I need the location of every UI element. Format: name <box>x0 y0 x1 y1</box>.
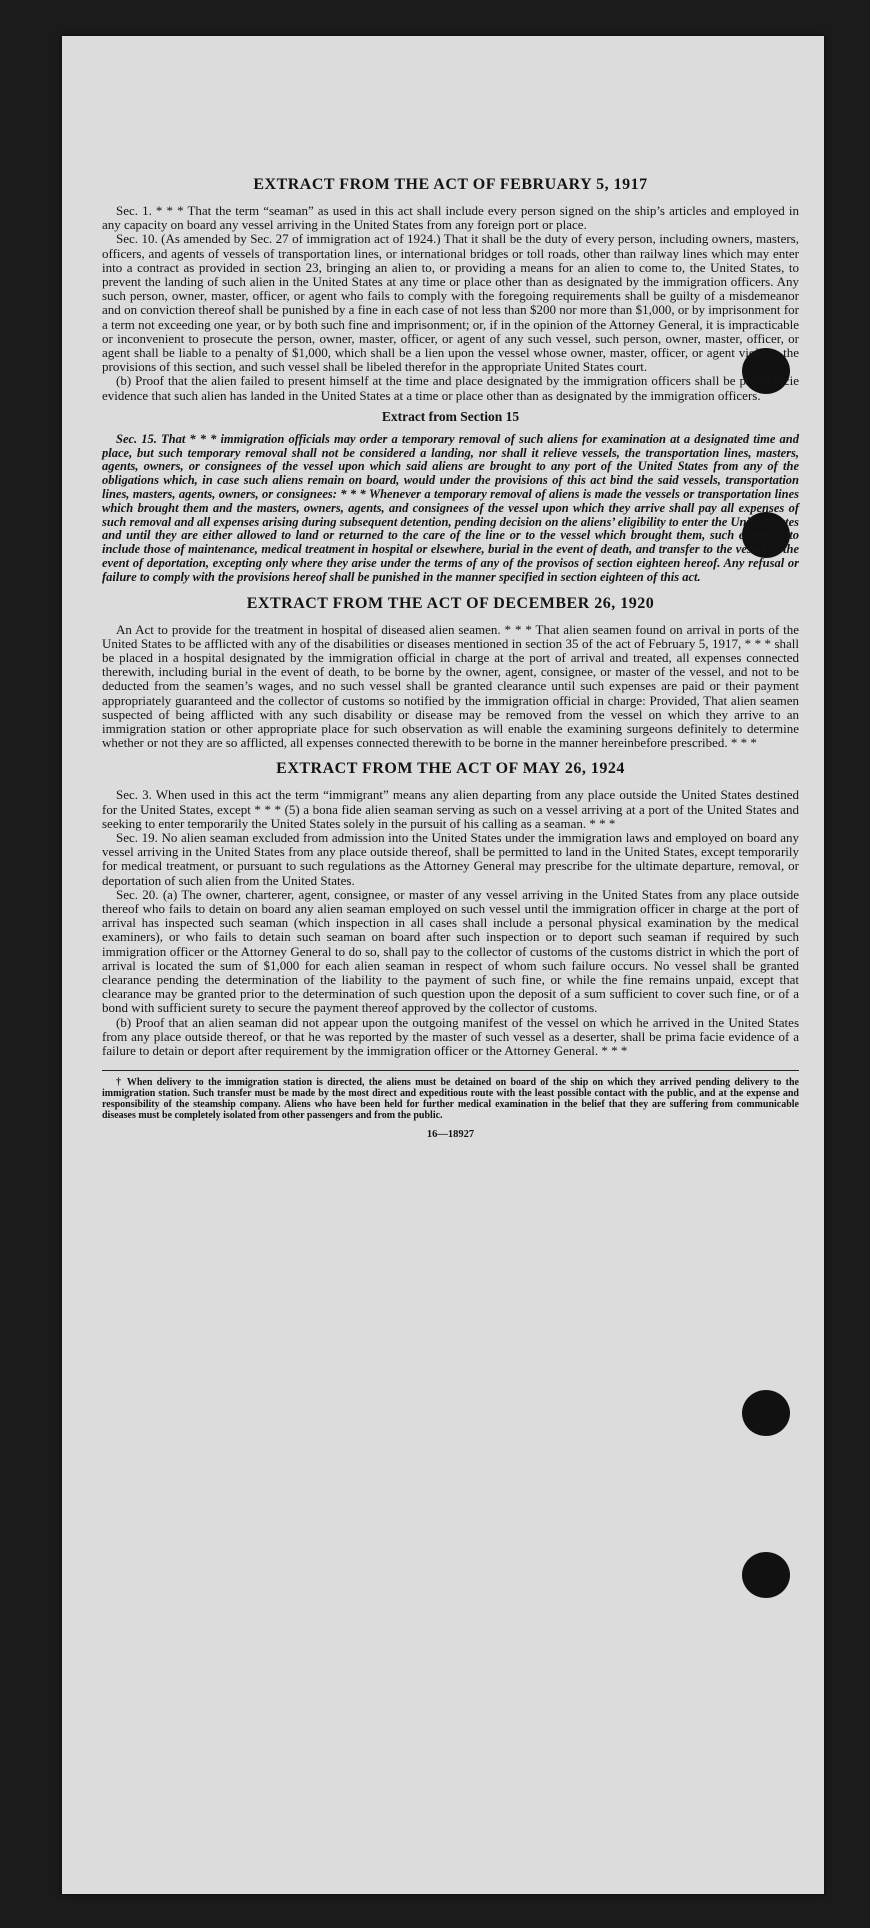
paragraph-sec-3: Sec. 3. When used in this act the term “immigrant” means any alien departing from any place outside the United States destined for the United States, except * * * (5) a bona fide alien seaman serving as such on a vessel arriving at a port of the United States and seeking to enter temporarily the United States solely in the pursuit of his calling as a seaman. * * * <box>102 787 799 831</box>
document-body <box>102 176 799 1140</box>
paragraph-sec-10b: (b) Proof that the alien failed to present himself at the time and place designated by the immigration officers shall be prima facie evidence that such alien has landed in the United States at a time or place other than as designated by the immigration officers. <box>102 373 799 403</box>
paragraph-sec-19: Sec. 19. No alien seaman excluded from admission into the United States under the immigration laws and employed on board any vessel arriving in the United States from any place outside thereof, shall be permitted to land in the United States, except temporarily for medical treatment, or pursuant to such regulations as the Attorney General may prescribe for the ultimate departure, removal, or deportation of such alien from the United States. <box>102 830 799 888</box>
print-code: 16—18927 <box>426 1129 475 1141</box>
paragraph-act-1920: An Act to provide for the treatment in hospital of diseased alien seamen. * * * That alien seamen found on arrival in ports of the United States to be afflicted with any of the disabilities or diseases mentioned in section 35 of the act of February 5, 1917, * * * shall be placed in a hospital designated by the immigration official in charge at the port of arrival and treated, all expenses connected therewith, including burial in the event of death, to be borne by the owner, agent, consignee, or master of the vessel, and not to be deducted from the seamen’s wages, and no such vessel shall be granted clearance until such expenses are paid or their payment appropriately guaranteed and the collector of customs so notified by the immigration official in charge: Provided, That alien seamen suspected of being afflicted with any such disability or disease may be removed from the vessel on which they arrive to an immigration station or other appropriate place for such observation as will enable the examining surgeons definitely to determine whether or not they are so afflicted, all expenses connected therewith to be borne in the manner hereinbefore prescribed. * * * <box>102 621 799 751</box>
heading-act-1924: EXTRACT FROM THE ACT OF MAY 26, 1924 <box>276 760 625 778</box>
punch-hole <box>742 1552 790 1598</box>
paragraph-sec-1: Sec. 1. * * * That the term “seaman” as used in this act shall include every person signed on the ship’s articles and employed in any capacity on board any vessel arriving in the United States from any foreign port or place. <box>102 203 799 233</box>
paragraph-sec-20: Sec. 20. (a) The owner, charterer, agent, consignee, or master of any vessel arriving in the United States from any place outside thereof who fails to detain on board any alien seaman employed on such vessel until the immigration officer in charge at the port of arrival has inspected such seaman (which inspection in all cases shall include a personal physical examination by the medical examiners), or who fails to detain such seaman on board after such inspection or to deport such seaman if required by such immigration officer or the Attorney General to do so, shall pay to the collector of customs of the customs district in which the port of arrival is located the sum of $1,000 for each alien seaman in respect of whom such failure occurs. No vessel shall be granted clearance pending the determination of the liability to the payment of such fine, or while the fine remains unpaid, except that clearance may be granted prior to the determination of such question upon the deposit of a sum sufficient to cover such fine, or of a bond with sufficient surety to secure the payment thereof approved by the collector of customs. <box>102 886 799 1016</box>
heading-section-15: Extract from Section 15 <box>381 408 520 424</box>
paragraph-sec-20b: (b) Proof that an alien seaman did not appear upon the outgoing manifest of the vessel on which he arrived in the United States from any place outside thereof, or that he was reported by the master of such vessel as a deserter, shall be prima facie evidence of a failure to detain or deport after requirement by the immigration officer or the Attorney General. * * * <box>102 1014 799 1059</box>
footnote-divider <box>102 1070 799 1071</box>
footnote: † When delivery to the immigration station is directed, the aliens must be detained on board of the ship on which they arrived pending delivery to the immigration station. Such transfer must be made by the most direct and expeditious route with the least possible contact with the public, and at the expense and responsibility of the steamship company. Aliens who have been held for further medical examination in the belief that they are suffering from communicable diseases must be completely isolated from other passengers and from the public. <box>102 1077 799 1122</box>
paragraph-sec-10: Sec. 10. (As amended by Sec. 27 of immigration act of 1924.) That it shall be the duty of every person, including owners, masters, officers, and agents of vessels of transportation lines, or international bridges or toll roads, other than railway lines which may enter into a contract as provided in section 23, bringing an alien to, or providing a means for an alien to come to, the United States, to prevent the landing of such alien in the United States at any time or place other than as designated by the immigration officers. Any such person, owner, master, officer, or agent who fails to comply with the foregoing requirements shall be guilty of a misdemeanor and on conviction thereof shall be punished by a fine in each case of not less than $200 nor more than $1,000, or by imprisonment for a term not exceeding one year, or by both such fine and imprisonment; or, if in the opinion of the Attorney General, it is impracticable or inconvenient to prosecute the person, owner, master, officer, or agent of any such vessel, such person, owner, master, officer, or agent shall be liable to a penalty of $1,000, which shall be a lien upon the vessel whose owner, master, officer, or agent violates the provisions of this section, and such vessel shall be libeled therefor in the appropriate United States court. <box>102 231 799 375</box>
heading-act-1920: EXTRACT FROM THE ACT OF DECEMBER 26, 1920 <box>246 594 655 612</box>
document-page <box>62 36 824 1894</box>
paragraph-sec-15: Sec. 15. That * * * immigration officials may order a temporary removal of such aliens for examination at a designated time and place, but such temporary removal shall not be considered a landing, nor shall it relieve vessels, the transportation lines, masters, agents, owners, or consignees of the vessel upon which said aliens are brought to any port of the United States from any of the obligations which, in case such aliens remain on board, would under the provisions of this act bind the said vessels, transportation lines, masters, agents, owners, or consignees: * * * Whenever a temporary removal of aliens is made the vessels or transportation lines which brought them and the masters, owners, agents, and consignees of the vessel upon which they arrive shall pay all expenses of such removal and all expenses arising during subsequent detention, pending decision on the aliens’ eligibility to enter the United States and until they are either allowed to land or returned to the care of the line or to the vessel which brought them, such expenses to include those of maintenance, medical treatment in hospital or elsewhere, burial in the event of death, and transfer to the vessel in the event of deportation, excepting only where they arise under the terms of any of the provisos of section eighteen hereof. Any refusal or failure to comply with the provisions hereof shall be punished in the manner specified in section eighteen of this act. <box>102 431 799 584</box>
punch-hole <box>742 1390 790 1436</box>
heading-act-1917: EXTRACT FROM THE ACT OF FEBRUARY 5, 1917 <box>253 176 648 193</box>
